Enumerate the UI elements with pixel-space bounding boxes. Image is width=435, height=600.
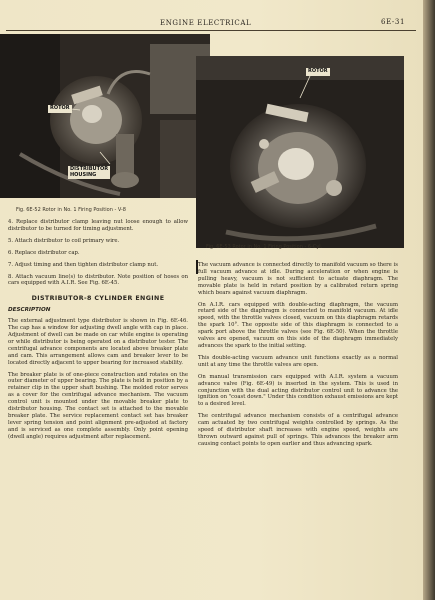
centrifugal-advance-paragraph: The centrifugal advance mechanism consists of a centrifugal advance cam actuated by two centrifugal weights controlled by springs. As the speed of distributor shaft increases with engine speed, weights are thrown outward against pull of springs. This advances the breaker arm causing contact points to open earlier and thus advancing spark. — [198, 413, 398, 447]
step-7: 7. Adjust timing and then tighten distributor clamp nut. — [8, 261, 159, 268]
description-subhead: DESCRIPTION — [8, 307, 51, 314]
six-cyl-distributor-illustration — [196, 56, 404, 248]
description-paragraph-1: The external adjustment type distributor is shown in Fig. 6E-46. The cap has a window for adjusting dwell angle with cap in place. Adjustment of dwell can be made on car while engine is operating or while distributor is being operated on a distributor tester. The centrifugal advance components are located above breaker plate and cam. This arrangement allows cam and breaker lever to be located directly adjacent to upper bearing for increased stability. — [8, 318, 188, 366]
figure-6e-52-caption: Fig. 6E-52 Rotor in No. 1 Firing Position - V-8 — [16, 207, 126, 213]
distributor-housing-label: DISTRIBUTOR HOUSING — [70, 166, 109, 178]
header-title: ENGINE ELECTRICAL — [160, 19, 252, 27]
page-header — [0, 16, 423, 30]
section-title: DISTRIBUTOR-8 CYLINDER ENGINE — [31, 295, 165, 303]
figure-6e-53-caption: Fig. 6E-53 Rotor in No. 1 Firing Position - 6-Cyl. — [206, 244, 323, 250]
step-4: 4. Replace distributor clamp leaving nut loose enough to allow distributor to be turned for timing adjustment. — [8, 219, 188, 232]
page-number: 6E-31 — [381, 18, 405, 26]
book-binding-edge — [423, 0, 435, 600]
air-double-acting-paragraph: On A.I.R. cars equipped with double-acting diaphragm, the vacuum retard side of the diaphragm is connected to manifold vacuum. At idle speed, with the throttle valves closed, vacuum on this diaphragm retards the spark 10°. The opposite side of this diaphragm is connected to a spark port above the throttle valves (see Fig. 6E-50). When the throttle valves are opened, vacuum on this side of the diaphragm immediately advances the spark to the initial setting. — [198, 301, 398, 349]
manual-transmission-paragraph: On manual transmission cars equipped with A.I.R. system a vacuum advance valve (Fig. 6E-49) is inserted in the system. This is used in conjunction with the dual acting distributor control unit to advance the ignition on "coast down." Under this condition exhaust emissions are kept to a desired level. — [198, 373, 398, 408]
header-rule — [6, 30, 416, 31]
double-acting-unit-paragraph: This double-acting vacuum advance unit functions exactly as a normal unit at any time the throttle valves are open. — [198, 354, 398, 368]
right-text-column — [198, 262, 398, 453]
rotor-label-left: ROTOR — [50, 105, 70, 111]
step-5: 5. Attach distributor to coil primary wire. — [8, 237, 120, 244]
left-text-column — [8, 219, 188, 446]
vacuum-advance-paragraph: The vacuum advance is connected directly to manifold vacuum so there is full vacuum advance at idle. During acceleration or when engine is pulling heavy, vacuum is not sufficient to actuate diaphragm. The movable plate is held in retard position by a calibrated return spring which bears against vacuum diaphragm. — [198, 262, 398, 296]
rotor-label-right: ROTOR — [308, 68, 328, 74]
step-8: 8. Attach vacuum line(s) to distributor. Note position of hoses on cars equipped with A.I.R. See Fig. 6E-45. — [8, 273, 188, 287]
step-6: 6. Replace distributor cap. — [8, 249, 80, 256]
figure-6e-53-photo — [196, 56, 404, 248]
figure-6e-52-photo — [0, 34, 210, 198]
description-paragraph-2: The breaker plate is of one-piece construction and rotates on the outer diameter of upper bearing. The plate is held in position by a retainer clip in the upper shaft bushing. The molded rotor serves as a cover for the centrifugal advance mechanism. The vacuum control unit is mounted under the movable breaker plate to distributor housing. The contact set is attached to the movable breaker plate. The service replacement contact set has breaker lever spring tension and point alignment pre-adjusted at factory and is serviced as one complete assembly. Only point opening (dwell angle) requires adjustment after replacement. — [8, 371, 188, 440]
